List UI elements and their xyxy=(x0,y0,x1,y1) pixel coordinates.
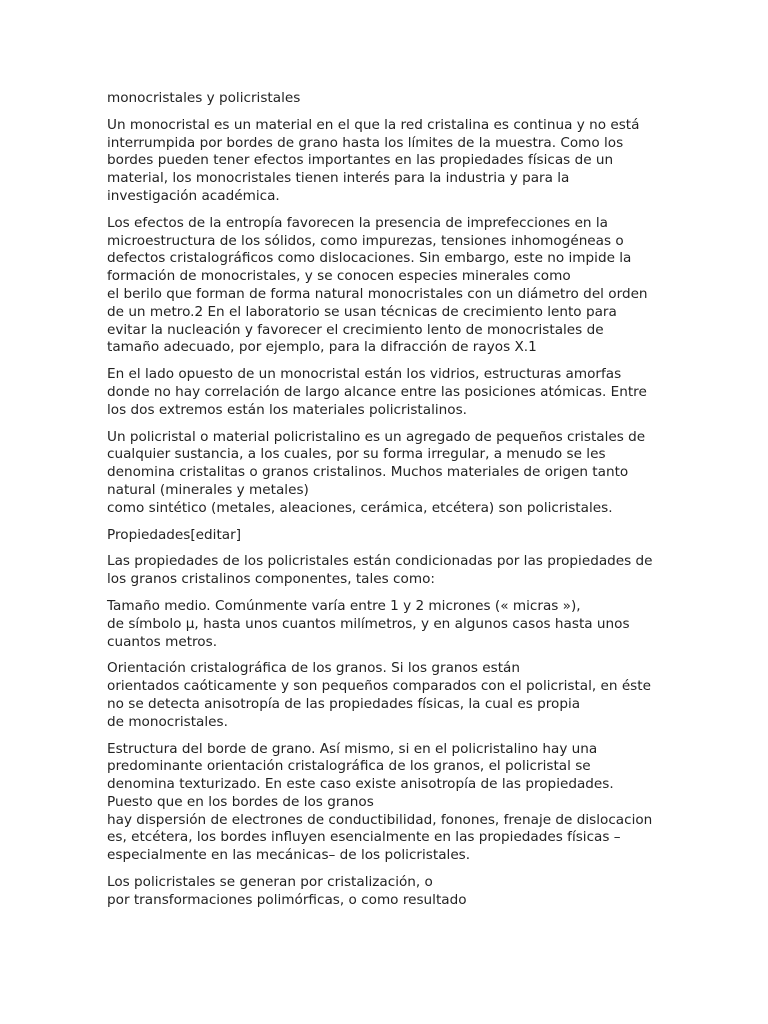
section-heading-propiedades xyxy=(107,527,667,545)
text-line: material, los monocristales tienen interés para la industria y para la xyxy=(107,170,570,187)
text-line: natural (minerales y metales) xyxy=(107,481,309,498)
text-line: hay dispersión de electrones de conductibilidad, fonones, frenaje de dislocacion xyxy=(107,811,653,828)
paragraph-monocristal xyxy=(107,117,667,206)
text-line: Los policristales se generan por cristalización, o xyxy=(107,874,433,891)
text-line: por transformaciones polimórficas, o como resultado xyxy=(107,891,467,908)
text-line: interrumpida por bordes de grano hasta los límites de la muestra. Como los xyxy=(107,134,624,151)
paragraph-entropia xyxy=(107,215,667,357)
text-line: Los efectos de la entropía favorecen la presencia de imprefecciones en la xyxy=(107,214,608,231)
text-line: Estructura del borde de grano. Así mismo, si en el policristalino hay una xyxy=(107,740,598,757)
text-line: es, etcétera, los bordes influyen esencialmente en las propiedades físicas – xyxy=(107,829,621,846)
paragraph-estructura-borde xyxy=(107,741,667,866)
text-line: monocristales y policristales xyxy=(107,90,301,106)
text-line: tamaño adecuado, por ejemplo, para la difracción de rayos X.1 xyxy=(107,339,537,356)
text-line: donde no hay correlación de largo alcance entre las posiciones atómicas. Entre xyxy=(107,383,647,400)
text-line: denomina texturizado. En este caso existe anisotropía de las propiedades. xyxy=(107,776,614,793)
document-page xyxy=(107,90,667,919)
text-line: Un monocristal es un material en el que la red cristalina es continua y no está xyxy=(107,116,640,133)
text-line: como sintético (metales, aleaciones, cerámica, etcétera) son policristales. xyxy=(107,499,613,516)
paragraph-orientacion xyxy=(107,660,667,731)
text-line: no se detecta anisotropía de las propiedades físicas, la cual es propia xyxy=(107,695,581,712)
text-line: Propiedades[editar] xyxy=(107,526,241,543)
text-line: En el lado opuesto de un monocristal están los vidrios, estructuras amorfas xyxy=(107,366,622,383)
text-line: Puesto que en los bordes de los granos xyxy=(107,793,374,810)
paragraph-propiedades-intro xyxy=(107,553,667,589)
text-line: orientados caóticamente y son pequeños comparados con el policristal, en éste xyxy=(107,678,651,695)
paragraph-generacion xyxy=(107,874,667,910)
text-line: especialmente en las mecánicas– de los policristales. xyxy=(107,847,471,864)
text-line: cuantos metros. xyxy=(107,633,218,650)
text-line: los dos extremos están los materiales policristalinos. xyxy=(107,401,467,418)
paragraph-policristal xyxy=(107,429,667,518)
text-line: cualquier sustancia, a los cuales, por su forma irregular, a menudo se les xyxy=(107,446,606,463)
document-title xyxy=(107,90,667,108)
text-line: microestructura de los sólidos, como impurezas, tensiones inhomogéneas o xyxy=(107,232,624,249)
text-line: formación de monocristales, y se conocen especies minerales como xyxy=(107,268,571,285)
paragraph-tamano-medio xyxy=(107,598,667,651)
text-line: Las propiedades de los policristales están condicionadas por las propiedades de xyxy=(107,553,653,570)
paragraph-vidrios xyxy=(107,366,667,419)
text-line: de un metro.2 En el laboratorio se usan técnicas de crecimiento lento para xyxy=(107,303,617,320)
text-line: investigación académica. xyxy=(107,187,280,204)
text-line: predominante orientación cristalográfica de los granos, el policristal se xyxy=(107,758,591,775)
text-line: Orientación cristalográfica de los granos. Si los granos están xyxy=(107,660,520,677)
text-line: el berilo que forman de forma natural monocristales con un diámetro del orden xyxy=(107,285,648,302)
text-line: Tamaño medio. Comúnmente varía entre 1 y 2 micrones (« micras »), xyxy=(107,597,581,614)
text-line: evitar la nucleación y favorecer el crecimiento lento de monocristales de xyxy=(107,321,604,338)
text-line: bordes pueden tener efectos importantes en las propiedades físicas de un xyxy=(107,152,614,169)
text-line: de monocristales. xyxy=(107,713,228,730)
text-line: denomina cristalitas o granos cristalinos. Muchos materiales de origen tanto xyxy=(107,464,629,481)
text-line: los granos cristalinos componentes, tales como: xyxy=(107,571,435,588)
text-line: de símbolo µ, hasta unos cuantos milímetros, y en algunos casos hasta unos xyxy=(107,615,630,632)
text-line: defectos cristalográficos como dislocaciones. Sin embargo, este no impide la xyxy=(107,250,632,267)
text-line: Un policristal o material policristalino es un agregado de pequeños cristales de xyxy=(107,428,646,445)
